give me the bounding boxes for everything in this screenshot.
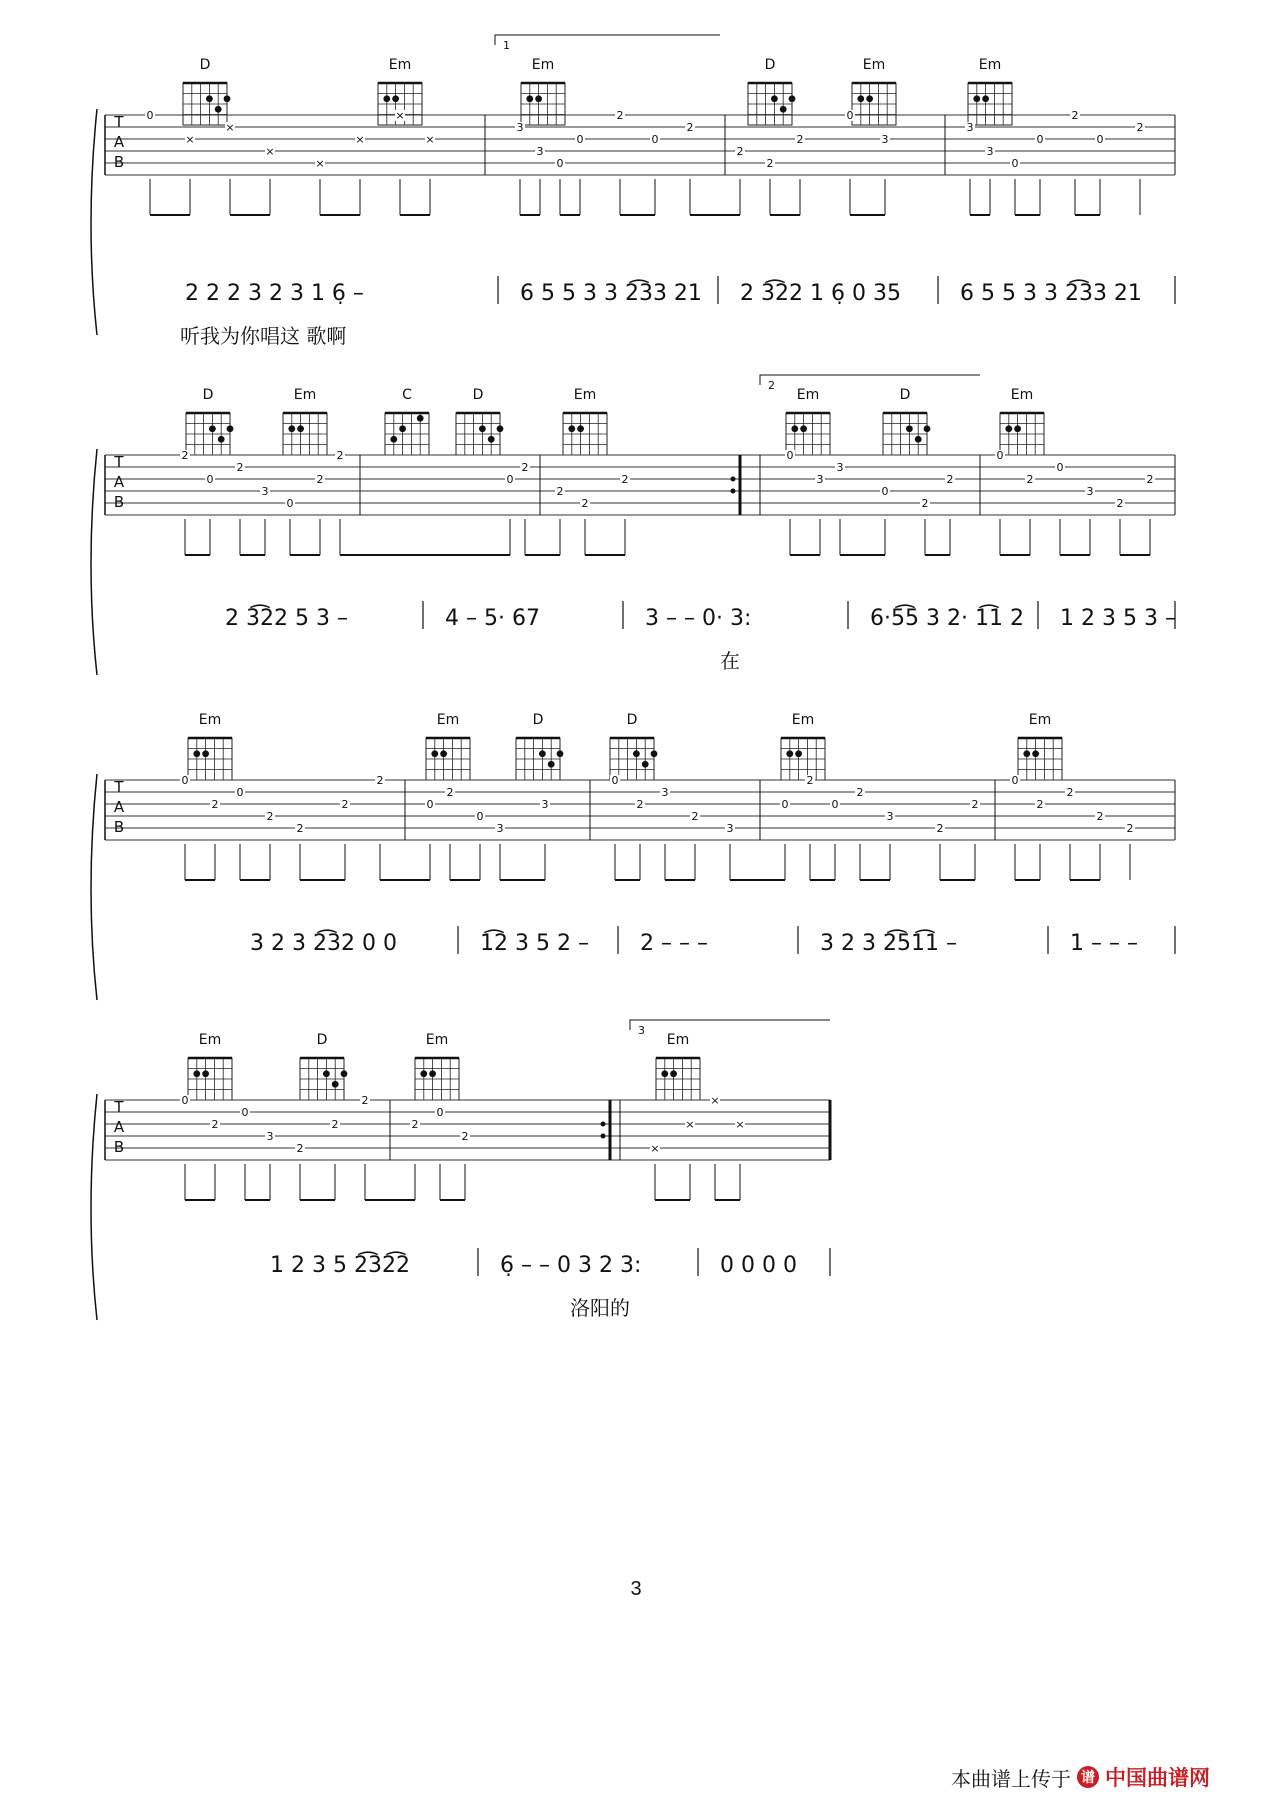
volta-bracket	[495, 35, 720, 52]
chord-diagram	[781, 712, 825, 780]
fret-number: ×	[355, 133, 365, 146]
chord-dot	[209, 425, 216, 432]
chord-dot	[417, 415, 424, 422]
fret-number: ×	[710, 1094, 720, 1107]
fret-number: 0	[181, 774, 189, 787]
fret-number: 2	[1071, 109, 1079, 122]
fret-number: 2	[971, 798, 979, 811]
fret-number: 0	[576, 133, 584, 146]
fret-number: 2	[946, 473, 954, 486]
fret-number: ×	[265, 145, 275, 158]
chord-diagram	[516, 712, 563, 780]
system-brace	[91, 449, 97, 675]
fret-number: 2	[316, 473, 324, 486]
fret-number: 2	[181, 449, 189, 462]
fret-number: 2	[616, 109, 624, 122]
chord-name: D	[202, 387, 214, 403]
fret-number: 2	[296, 822, 304, 835]
chord-dot	[786, 750, 793, 757]
chord-diagram	[456, 387, 503, 455]
fret-number: 3	[881, 133, 889, 146]
chord-dot	[771, 95, 778, 102]
chord-dot	[857, 95, 864, 102]
chord-dot	[557, 750, 564, 757]
chord-dot	[341, 1070, 348, 1077]
chord-dot	[390, 436, 397, 443]
fret-number: 0	[146, 109, 154, 122]
notation-measure: 3 – – 0· 3:	[645, 606, 752, 631]
fret-number: 0	[1011, 774, 1019, 787]
chord-diagram	[786, 387, 830, 455]
fret-number: 2	[1146, 473, 1154, 486]
chord-name: Em	[293, 387, 317, 403]
numbered-notation	[180, 276, 1175, 348]
fret-number: 2	[921, 497, 929, 510]
chord-dot	[548, 761, 555, 768]
chord-dot	[915, 436, 922, 443]
chord-name: Em	[796, 387, 820, 403]
chord-diagram	[426, 712, 470, 780]
fret-number: 2	[296, 1142, 304, 1155]
chord-name: D	[899, 387, 911, 403]
chord-dot	[780, 106, 787, 113]
fret-number: 0	[831, 798, 839, 811]
tab-clef-letter: T	[114, 1098, 124, 1116]
chord-dot	[420, 1070, 427, 1077]
fret-number: 3	[496, 822, 504, 835]
fret-number: 2	[376, 774, 384, 787]
chord-diagram	[563, 387, 607, 455]
chord-dot	[800, 425, 807, 432]
chord-dot	[526, 95, 533, 102]
chord-diagram	[656, 1032, 700, 1100]
fret-number: 0	[611, 774, 619, 787]
chord-name: Em	[425, 1032, 449, 1048]
fret-number: 3	[986, 145, 994, 158]
fret-number: 3	[726, 822, 734, 835]
tab-staff	[105, 1094, 830, 1200]
fret-number: 0	[426, 798, 434, 811]
chord-dot	[1005, 425, 1012, 432]
fret-number: 2	[236, 461, 244, 474]
fret-number: 2	[691, 810, 699, 823]
fret-number: 3	[816, 473, 824, 486]
fret-number: 3	[1086, 485, 1094, 498]
chord-dot	[392, 95, 399, 102]
fret-number: 3	[541, 798, 549, 811]
chord-dot	[906, 425, 913, 432]
system-4	[91, 1020, 830, 1320]
chord-dot	[577, 425, 584, 432]
lyric-line: 洛阳的	[570, 1296, 630, 1320]
fret-number: 2	[211, 1118, 219, 1131]
fret-number: 0	[846, 109, 854, 122]
fret-number: 0	[286, 497, 294, 510]
fret-number: 2	[1026, 473, 1034, 486]
fret-number: 2	[736, 145, 744, 158]
chord-dot	[535, 95, 542, 102]
fret-number: 2	[856, 786, 864, 799]
upload-text: 本曲谱上传于	[951, 1766, 1071, 1791]
chord-diagram	[188, 1032, 232, 1100]
chord-name: D	[472, 387, 484, 403]
tab-staff	[105, 774, 1175, 880]
chord-dot	[651, 750, 658, 757]
system-brace	[91, 774, 97, 1000]
chord-name: Em	[862, 57, 886, 73]
fret-number: 3	[836, 461, 844, 474]
fret-number: 0	[996, 449, 1004, 462]
notation-measure: 1 2 3 5 2͡32͡2	[270, 1253, 410, 1278]
chord-dot	[539, 750, 546, 757]
chord-dot	[431, 750, 438, 757]
chord-name: C	[402, 387, 412, 403]
chord-dot	[488, 436, 495, 443]
notation-measure: 6 5 5 3 3 2͡33 21	[960, 281, 1142, 306]
tab-clef-letter: A	[113, 473, 125, 491]
chord-diagram	[883, 387, 930, 455]
site-name: 中国曲谱网	[1105, 1766, 1210, 1790]
chord-dot	[642, 761, 649, 768]
tab-clef-letter: B	[113, 1138, 125, 1156]
chord-name: Em	[198, 712, 222, 728]
fret-number: 2	[1126, 822, 1134, 835]
chord-name: D	[532, 712, 544, 728]
system-1	[91, 35, 1175, 348]
fret-number: 0	[881, 485, 889, 498]
footer-credit	[951, 1762, 1210, 1792]
tab-clef-letter: A	[113, 133, 125, 151]
chord-dot	[332, 1081, 339, 1088]
chord-dot	[1014, 425, 1021, 432]
chord-diagram	[283, 387, 327, 455]
fret-number: 2	[636, 798, 644, 811]
tab-clef-letter: T	[114, 453, 124, 471]
fret-number: ×	[315, 157, 325, 170]
fret-number: 2	[341, 798, 349, 811]
fret-number: 2	[796, 133, 804, 146]
lyric-line: 听我为你唱这 歌啊	[180, 324, 347, 348]
tab-clef-letter: A	[113, 1118, 125, 1136]
volta-number: 2	[768, 379, 775, 392]
chord-name: Em	[1028, 712, 1052, 728]
notation-measure: 4 – 5· 67	[445, 606, 540, 631]
chord-name: Em	[573, 387, 597, 403]
fret-number: 0	[651, 133, 659, 146]
fret-number: 0	[241, 1106, 249, 1119]
volta-line	[630, 1020, 830, 1030]
notation-measure: 3 2 3 2͡32 0 0	[250, 931, 397, 956]
fret-number: 2	[411, 1118, 419, 1131]
chord-dot	[288, 425, 295, 432]
system-brace	[91, 109, 97, 335]
notation-measure: 2 3͡22 1 6̣ 0 35	[740, 281, 901, 306]
volta-bracket	[630, 1020, 830, 1037]
fret-number: ×	[650, 1142, 660, 1155]
chord-dot	[429, 1070, 436, 1077]
chord-dot	[202, 1070, 209, 1077]
fret-number: 0	[786, 449, 794, 462]
repeat-dot	[601, 1134, 606, 1139]
fret-number: 2	[766, 157, 774, 170]
tab-staff	[105, 109, 1175, 215]
chord-dot	[973, 95, 980, 102]
chord-dot	[193, 1070, 200, 1077]
fret-number: 2	[936, 822, 944, 835]
fret-number: ×	[225, 121, 235, 134]
fret-number: 3	[966, 121, 974, 134]
tab-clef-letter: T	[114, 113, 124, 131]
fret-number: 2	[461, 1130, 469, 1143]
fret-number: 2	[556, 485, 564, 498]
fret-number: 0	[476, 810, 484, 823]
fret-number: ×	[395, 109, 405, 122]
chord-name: D	[764, 57, 776, 73]
fret-number: 0	[506, 473, 514, 486]
chord-diagram	[385, 387, 429, 455]
chord-dot	[383, 95, 390, 102]
chord-dot	[399, 425, 406, 432]
fret-number: 2	[1116, 497, 1124, 510]
chord-dot	[440, 750, 447, 757]
notation-measure: 2 – – –	[640, 931, 708, 956]
chord-name: Em	[978, 57, 1002, 73]
tab-clef-letter: B	[113, 153, 125, 171]
chord-name: D	[316, 1032, 328, 1048]
fret-number: 0	[1011, 157, 1019, 170]
fret-number: 2	[331, 1118, 339, 1131]
chord-name: Em	[1010, 387, 1034, 403]
notation-measure: 6 5 5 3 3 2͡33 21	[520, 281, 702, 306]
chord-dot	[661, 1070, 668, 1077]
chord-diagram	[186, 387, 233, 455]
volta-bracket	[760, 375, 980, 392]
notation-measure: 2 2 2 3 2 3 1 6̣ –	[185, 281, 364, 306]
chord-dot	[479, 425, 486, 432]
notation-measure: 6̣ – – 0 3 2 3:	[500, 1253, 642, 1278]
chord-diagram	[1000, 387, 1044, 455]
notation-measure: 1 – – –	[1070, 931, 1138, 956]
fret-number: 3	[886, 810, 894, 823]
numbered-notation	[250, 926, 1175, 956]
fret-number: 2	[211, 798, 219, 811]
fret-number: 0	[236, 786, 244, 799]
fret-number: 2	[621, 473, 629, 486]
chord-diagram	[188, 712, 232, 780]
numbered-notation	[270, 1248, 830, 1320]
tab-clef-letter: B	[113, 493, 125, 511]
fret-number: 0	[181, 1094, 189, 1107]
fret-number: 2	[1096, 810, 1104, 823]
fret-number: 2	[1136, 121, 1144, 134]
fret-number: 3	[261, 485, 269, 498]
chord-name: Em	[666, 1032, 690, 1048]
chord-name: Em	[198, 1032, 222, 1048]
chord-diagram	[300, 1032, 347, 1100]
chord-dot	[227, 425, 234, 432]
chord-dot	[866, 95, 873, 102]
chord-dot	[193, 750, 200, 757]
fret-number: 2	[581, 497, 589, 510]
fret-number: 2	[686, 121, 694, 134]
volta-number: 3	[638, 1024, 645, 1037]
chord-dot	[224, 95, 231, 102]
chord-dot	[1023, 750, 1030, 757]
volta-line	[760, 375, 980, 385]
chord-dot	[633, 750, 640, 757]
repeat-dot	[731, 477, 736, 482]
chord-diagram	[415, 1032, 459, 1100]
notation-measure: 0 0 0 0	[720, 1253, 797, 1278]
fret-number: 2	[521, 461, 529, 474]
fret-number: 2	[806, 774, 814, 787]
chord-diagram	[610, 712, 657, 780]
fret-number: 0	[781, 798, 789, 811]
fret-number: 0	[1036, 133, 1044, 146]
chord-name: Em	[436, 712, 460, 728]
fret-number: 0	[1056, 461, 1064, 474]
chord-name: Em	[531, 57, 555, 73]
chord-dot	[924, 425, 931, 432]
site-logo-icon: 谱	[1077, 1766, 1099, 1788]
fret-number: ×	[685, 1118, 695, 1131]
chord-diagram	[1018, 712, 1062, 780]
fret-number: 3	[536, 145, 544, 158]
chord-dot	[218, 436, 225, 443]
tab-clef-letter: T	[114, 778, 124, 796]
chord-dot	[795, 750, 802, 757]
fret-number: 2	[361, 1094, 369, 1107]
chord-dot	[323, 1070, 330, 1077]
notation-measure: 2 3͡22 5 3 –	[225, 606, 348, 631]
chord-dot	[215, 106, 222, 113]
fret-number: ×	[185, 133, 195, 146]
fret-number: ×	[425, 133, 435, 146]
fret-number: 2	[1066, 786, 1074, 799]
numbered-notation	[225, 601, 1176, 673]
chord-name: Em	[791, 712, 815, 728]
chord-name: Em	[388, 57, 412, 73]
fret-number: ×	[735, 1118, 745, 1131]
chord-dot	[791, 425, 798, 432]
chord-name: D	[199, 57, 211, 73]
chord-dot	[789, 95, 796, 102]
lyric-line: 在	[720, 649, 740, 673]
chord-dot	[206, 95, 213, 102]
fret-number: 2	[336, 449, 344, 462]
fret-number: 0	[1096, 133, 1104, 146]
fret-number: 0	[556, 157, 564, 170]
repeat-dot	[731, 489, 736, 494]
fret-number: 2	[266, 810, 274, 823]
chord-dot	[670, 1070, 677, 1077]
chord-dot	[202, 750, 209, 757]
tab-clef-letter: B	[113, 818, 125, 836]
volta-number: 1	[503, 39, 510, 52]
fret-number: 3	[266, 1130, 274, 1143]
notation-measure: 3 2 3 2͡51͡1 –	[820, 931, 957, 956]
fret-number: 2	[446, 786, 454, 799]
fret-number: 0	[206, 473, 214, 486]
page-number: 3	[630, 1578, 642, 1600]
chord-dot	[982, 95, 989, 102]
fret-number: 3	[516, 121, 524, 134]
fret-number: 2	[1036, 798, 1044, 811]
repeat-dot	[601, 1122, 606, 1127]
tab-staff	[105, 449, 1175, 555]
fret-number: 0	[436, 1106, 444, 1119]
chord-name: D	[626, 712, 638, 728]
tab-clef-letter: A	[113, 798, 125, 816]
chord-dot	[568, 425, 575, 432]
chord-dot	[297, 425, 304, 432]
chord-dot	[497, 425, 504, 432]
volta-line	[495, 35, 720, 45]
notation-measure: 1 2 3 5 3 –	[1060, 606, 1176, 631]
notation-measure: 1͡2 3 5 2 –	[480, 931, 589, 956]
notation-measure: 6·5͡5 3 2· 1͡1 2	[870, 606, 1024, 631]
system-3	[91, 712, 1175, 1000]
system-brace	[91, 1094, 97, 1320]
chord-dot	[1032, 750, 1039, 757]
fret-number: 3	[661, 786, 669, 799]
system-2	[91, 375, 1176, 675]
